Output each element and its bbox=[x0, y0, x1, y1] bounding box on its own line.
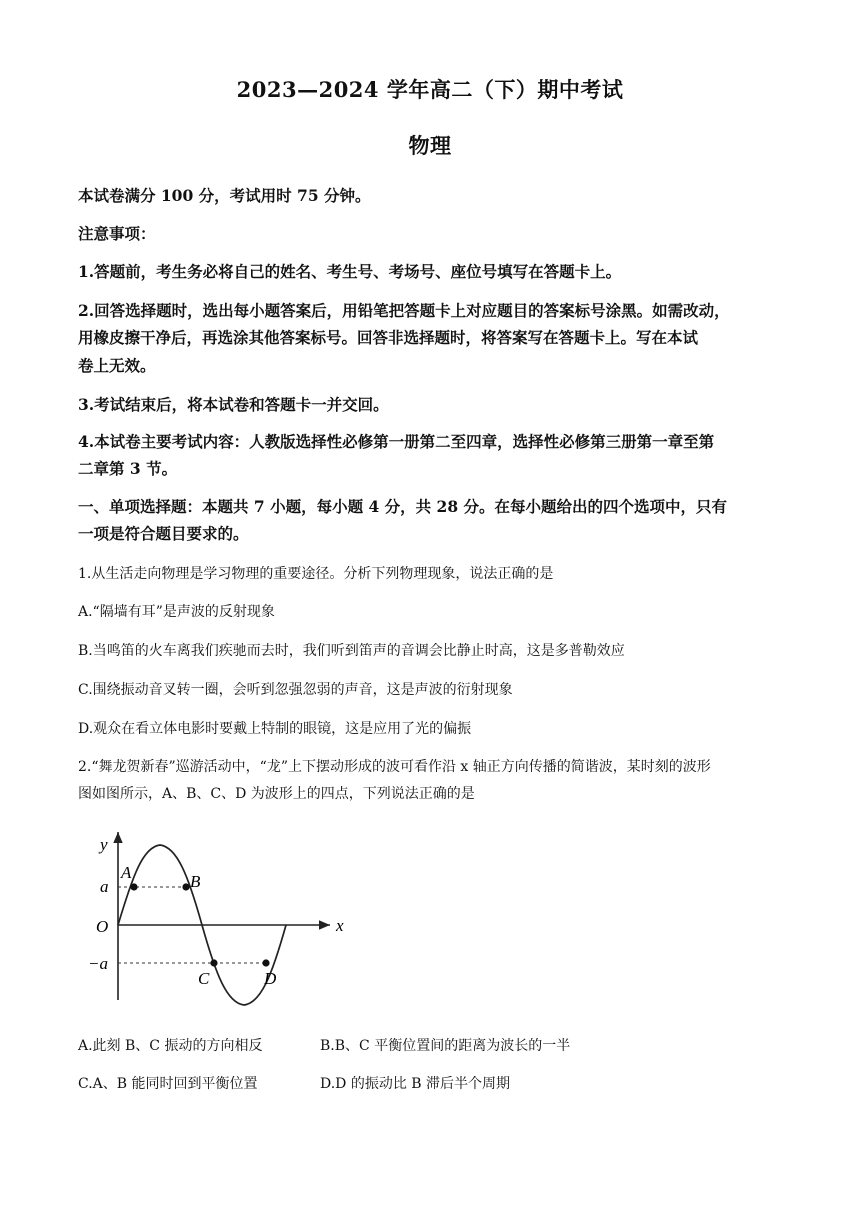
score-time-line: 本试卷满分 100 分，考试用时 75 分钟。 bbox=[78, 186, 371, 205]
section-heading-line-1: 一、单项选择题：本题共 7 小题，每小题 4 分，共 28 分。在每小题给出的四个选项中，只有 bbox=[78, 497, 728, 516]
section-heading-line-2: 一项是符合题目要求的。 bbox=[78, 524, 249, 543]
note-3: 3.考试结束后，将本试卷和答题卡一并交回。 bbox=[78, 395, 389, 414]
note-2-line-3: 卷上无效。 bbox=[78, 356, 156, 375]
note-4-line-2: 二章第 3 节。 bbox=[78, 459, 178, 478]
y-axis-label: y bbox=[100, 835, 108, 854]
q1-option-b: B.当鸣笛的火车离我们疾驰而去时，我们听到笛声的音调会比静止时高，这是多普勒效应 bbox=[78, 643, 625, 659]
wave-figure bbox=[78, 822, 358, 1012]
point-a-dot bbox=[130, 883, 137, 890]
note-1: 1.答题前，考生务必将自己的姓名、考生号、考场号、座位号填写在答题卡上。 bbox=[78, 262, 622, 281]
q2-option-b: B.B、C 平衡位置间的距离为波长的一半 bbox=[320, 1038, 571, 1054]
tick-label-a: a bbox=[100, 877, 109, 896]
tick-label-neg-a: −a bbox=[88, 954, 108, 973]
q2-stem-line-1: 2.“舞龙贺新春”巡游活动中，“龙”上下摆动形成的波可看作沿 x 轴正方向传播的简谐波，某时刻的波形 bbox=[78, 759, 711, 775]
q2-option-a: A.此刻 B、C 振动的方向相反 bbox=[78, 1038, 263, 1054]
q2-option-d: D.D 的振动比 B 滞后半个周期 bbox=[320, 1076, 511, 1092]
q1-option-a: A.“隔墙有耳”是声波的反射现象 bbox=[78, 604, 275, 620]
point-d-dot bbox=[262, 959, 269, 966]
point-c-dot bbox=[210, 959, 217, 966]
x-axis-label: x bbox=[336, 916, 344, 935]
point-c-label: C bbox=[198, 969, 210, 988]
exam-title: 2023—2024 学年高二（下）期中考试 bbox=[236, 77, 624, 102]
q1-option-c: C.围绕振动音叉转一圈，会听到忽强忽弱的声音，这是声波的衍射现象 bbox=[78, 682, 513, 698]
q2-option-c: C.A、B 能同时回到平衡位置 bbox=[78, 1076, 258, 1092]
point-b-dot bbox=[182, 883, 189, 890]
notice-heading: 注意事项： bbox=[78, 224, 156, 243]
q2-stem-line-2: 图如图所示，A、B、C、D 为波形上的四点，下列说法正确的是 bbox=[78, 786, 475, 802]
point-a-label: A bbox=[121, 863, 132, 882]
point-b-label: B bbox=[190, 872, 201, 891]
q1-stem: 1.从生活走向物理是学习物理的重要途径。分析下列物理现象，说法正确的是 bbox=[78, 566, 554, 582]
subject-title: 物理 bbox=[408, 133, 452, 158]
point-d-label: D bbox=[264, 969, 277, 988]
origin-label: O bbox=[96, 917, 109, 936]
q1-option-d: D.观众在看立体电影时要戴上特制的眼镜，这是应用了光的偏振 bbox=[78, 721, 472, 737]
note-4-line-1: 4.本试卷主要考试内容：人教版选择性必修第一册第二至四章，选择性必修第三册第一章至第 bbox=[78, 432, 715, 451]
note-2-line-2: 用橡皮擦干净后，再选涂其他答案标号。回答非选择题时，将答案写在答题卡上。写在本试 bbox=[78, 328, 699, 347]
note-2-line-1: 2.回答选择题时，选出每小题答案后，用铅笔把答题卡上对应题目的答案标号涂黑。如需改动， bbox=[78, 301, 730, 320]
